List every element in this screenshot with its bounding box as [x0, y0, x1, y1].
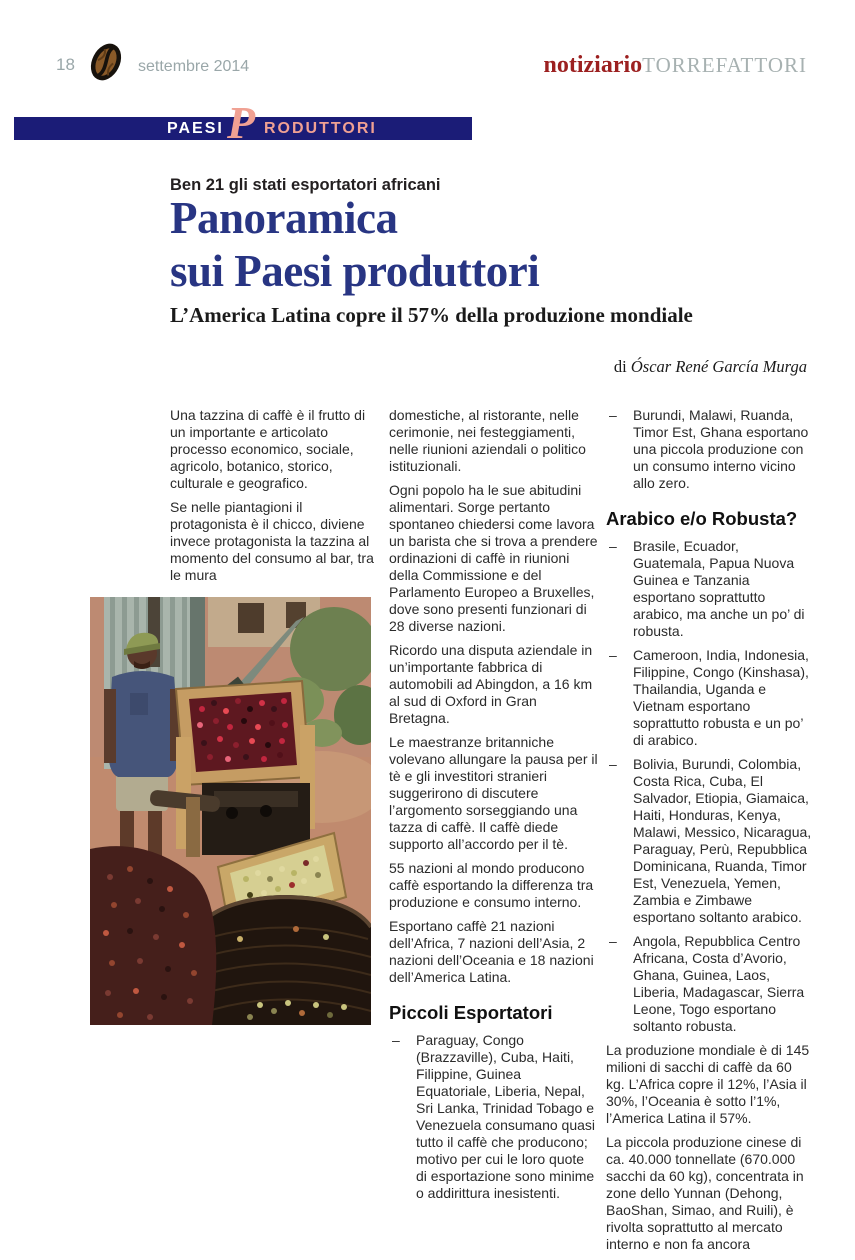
byline-author: Óscar René García Murga [630, 357, 807, 376]
banner-initial-p: P [227, 97, 256, 148]
column-3-bullets-top [606, 407, 813, 492]
column-2 [389, 407, 598, 1209]
bullet-text: Cameroon, India, Indonesia, Filippine, Congo (Kinshasa), Thailandia, Uganda e Vietnam esportano soprattutto robusta e un po’ di arabico. [633, 647, 809, 748]
bullet-item [606, 756, 813, 926]
page-number: 18 [56, 55, 75, 74]
title-line-2: sui Paesi produttori [170, 246, 540, 296]
column-3-paragraphs [606, 1042, 813, 1253]
bullet-dash: – [392, 1032, 400, 1048]
issue-date: settembre 2014 [138, 58, 250, 75]
heading-arabico-robusta: Arabico e/o Robusta? [606, 508, 798, 529]
bullet-item [606, 933, 813, 1035]
bullet-dash: – [609, 647, 617, 663]
section-banner [14, 97, 472, 148]
body-paragraph: Le maestranze britanniche volevano allungare la pausa per il tè e gli investitori stranieri suggerirono di discutere l’argomento sorseggiando una tazza di caffè. Il caffè diede supporto all’accordo per il tè. [389, 734, 598, 852]
coffee-processing-photo [90, 597, 371, 1025]
kicker: Ben 21 gli stati esportatori africani [170, 176, 441, 194]
bullet-item [389, 1032, 598, 1202]
body-paragraph: Ogni popolo ha le sue abitudini alimentari. Sorge pertanto spontaneo chiedersi come lavora un barista che si trova a prendere ordinazioni di caffè in riunioni della Commissione e del Parlamento Europeo a Bruxelles, dove sono presenti funzionari di 28 diverse nazioni. [389, 482, 598, 634]
bullet-item [606, 407, 813, 492]
column-1 [170, 407, 378, 591]
bullet-text: Angola, Repubblica Centro Africana, Costa d’Avorio, Ghana, Guinea, Laos, Liberia, Madagascar, Sierra Leone, Togo esportano soltanto robusta. [633, 933, 805, 1034]
body-paragraph: Una tazzina di caffè è il frutto di un importante e articolato processo economico, sociale, agricolo, botanico, storico, culturale e geografico. [170, 407, 366, 491]
column-3-bullets [606, 538, 813, 1035]
bullet-dash: – [609, 407, 617, 423]
bullet-text: Bolivia, Burundi, Colombia, Costa Rica, Cuba, El Salvador, Etiopia, Giamaica, Haiti, Honduras, Kenya, Malawi, Messico, Nicaragua, Paraguay, Perù, Repubblica Dominicana, Ruanda, Timor Est, Venezuela, Yemen, Zambia e Zimbawe esportano soltanto arabico. [633, 756, 812, 925]
bullet-text: Paraguay, Congo (Brazzaville), Cuba, Haiti, Filippine, Guinea Equatoriale, Liberia, Nepal, Sri Lanka, Trinidad Tobago e Venezuela consumano quasi tutto il caffè che producono; motivo per cui le loro quote di esportazione sono minime o addirittura inesistenti. [416, 1032, 596, 1201]
body-paragraph: Esportano caffè 21 nazioni dell’Africa, 7 nazioni dell’Asia, 2 nazioni dell’Oceania e 18 nazioni dell’America Latina. [389, 918, 594, 985]
bullet-item [606, 647, 813, 749]
body-paragraph: La produzione mondiale è di 145 milioni di sacchi di caffè da 60 kg. L’Africa copre il 12%, l’Asia il 30%, l’Oceania è sotto l’1%, l’America Latina il 57%. [606, 1042, 810, 1126]
title-line-1: Panoramica [170, 193, 398, 243]
bullet-text: Brasile, Ecuador, Guatemala, Papua Nuova Guinea e Tanzania esportano soprattutto arabico, ma anche un po’ di robusta. [633, 538, 805, 639]
heading-piccoli-esportatori: Piccoli Esportatori [389, 1002, 553, 1023]
bullet-dash: – [609, 933, 617, 949]
column-3 [606, 407, 813, 1260]
body-paragraph: domestiche, al ristorante, nelle cerimonie, nei festeggiamenti, nelle riunioni aziendali o politico istituzionali. [389, 407, 586, 474]
body-paragraph: Se nelle piantagioni il protagonista è il chicco, diviene invece protagonista la tazzina al momento del consumo al bar, tra le mura [170, 499, 374, 583]
article-subtitle: L’America Latina copre il 57% della produzione mondiale [170, 303, 693, 327]
body-paragraph: 55 nazioni al mondo producono caffè esportando la differenza tra produzione e consumo interno. [389, 860, 594, 910]
masthead-torrefattori: TORREFATTORI [642, 53, 807, 77]
bullet-text: Burundi, Malawi, Ruanda, Timor Est, Ghana esportano una piccola produzione con un consumo interno vicino allo zero. [633, 407, 809, 491]
masthead [543, 52, 807, 79]
masthead-notiziario: notiziario [543, 52, 643, 78]
article-photo [90, 597, 371, 1025]
bullet-item [606, 538, 813, 640]
column-2-bullets [389, 1032, 598, 1202]
bullet-dash: – [609, 538, 617, 554]
woven-basket [193, 895, 372, 1025]
byline-prefix: di [613, 357, 631, 376]
column-2-paragraphs [389, 407, 598, 986]
banner-label-roduttori: RODUTTORI [264, 120, 377, 137]
article-title [170, 192, 539, 298]
banner-label-paesi: PAESI [167, 120, 224, 137]
body-paragraph: La piccola produzione cinese di ca. 40.000 tonnellate (670.000 sacchi da 60 kg), concentrata in zone dello Yunnan (Dehong, BaoShan, Simao, and Ruili), è rivolta soprattutto al mercato interno e non fa ancora [606, 1134, 804, 1252]
body-paragraph: Ricordo una disputa aziendale in un’importante fabbrica di automobili ad Abingdon, a 16 km al sud di Oxford in Gran Bretagna. [389, 642, 593, 726]
byline [614, 357, 807, 377]
bullet-dash: – [609, 756, 617, 772]
coffee-bean-icon [88, 42, 124, 82]
